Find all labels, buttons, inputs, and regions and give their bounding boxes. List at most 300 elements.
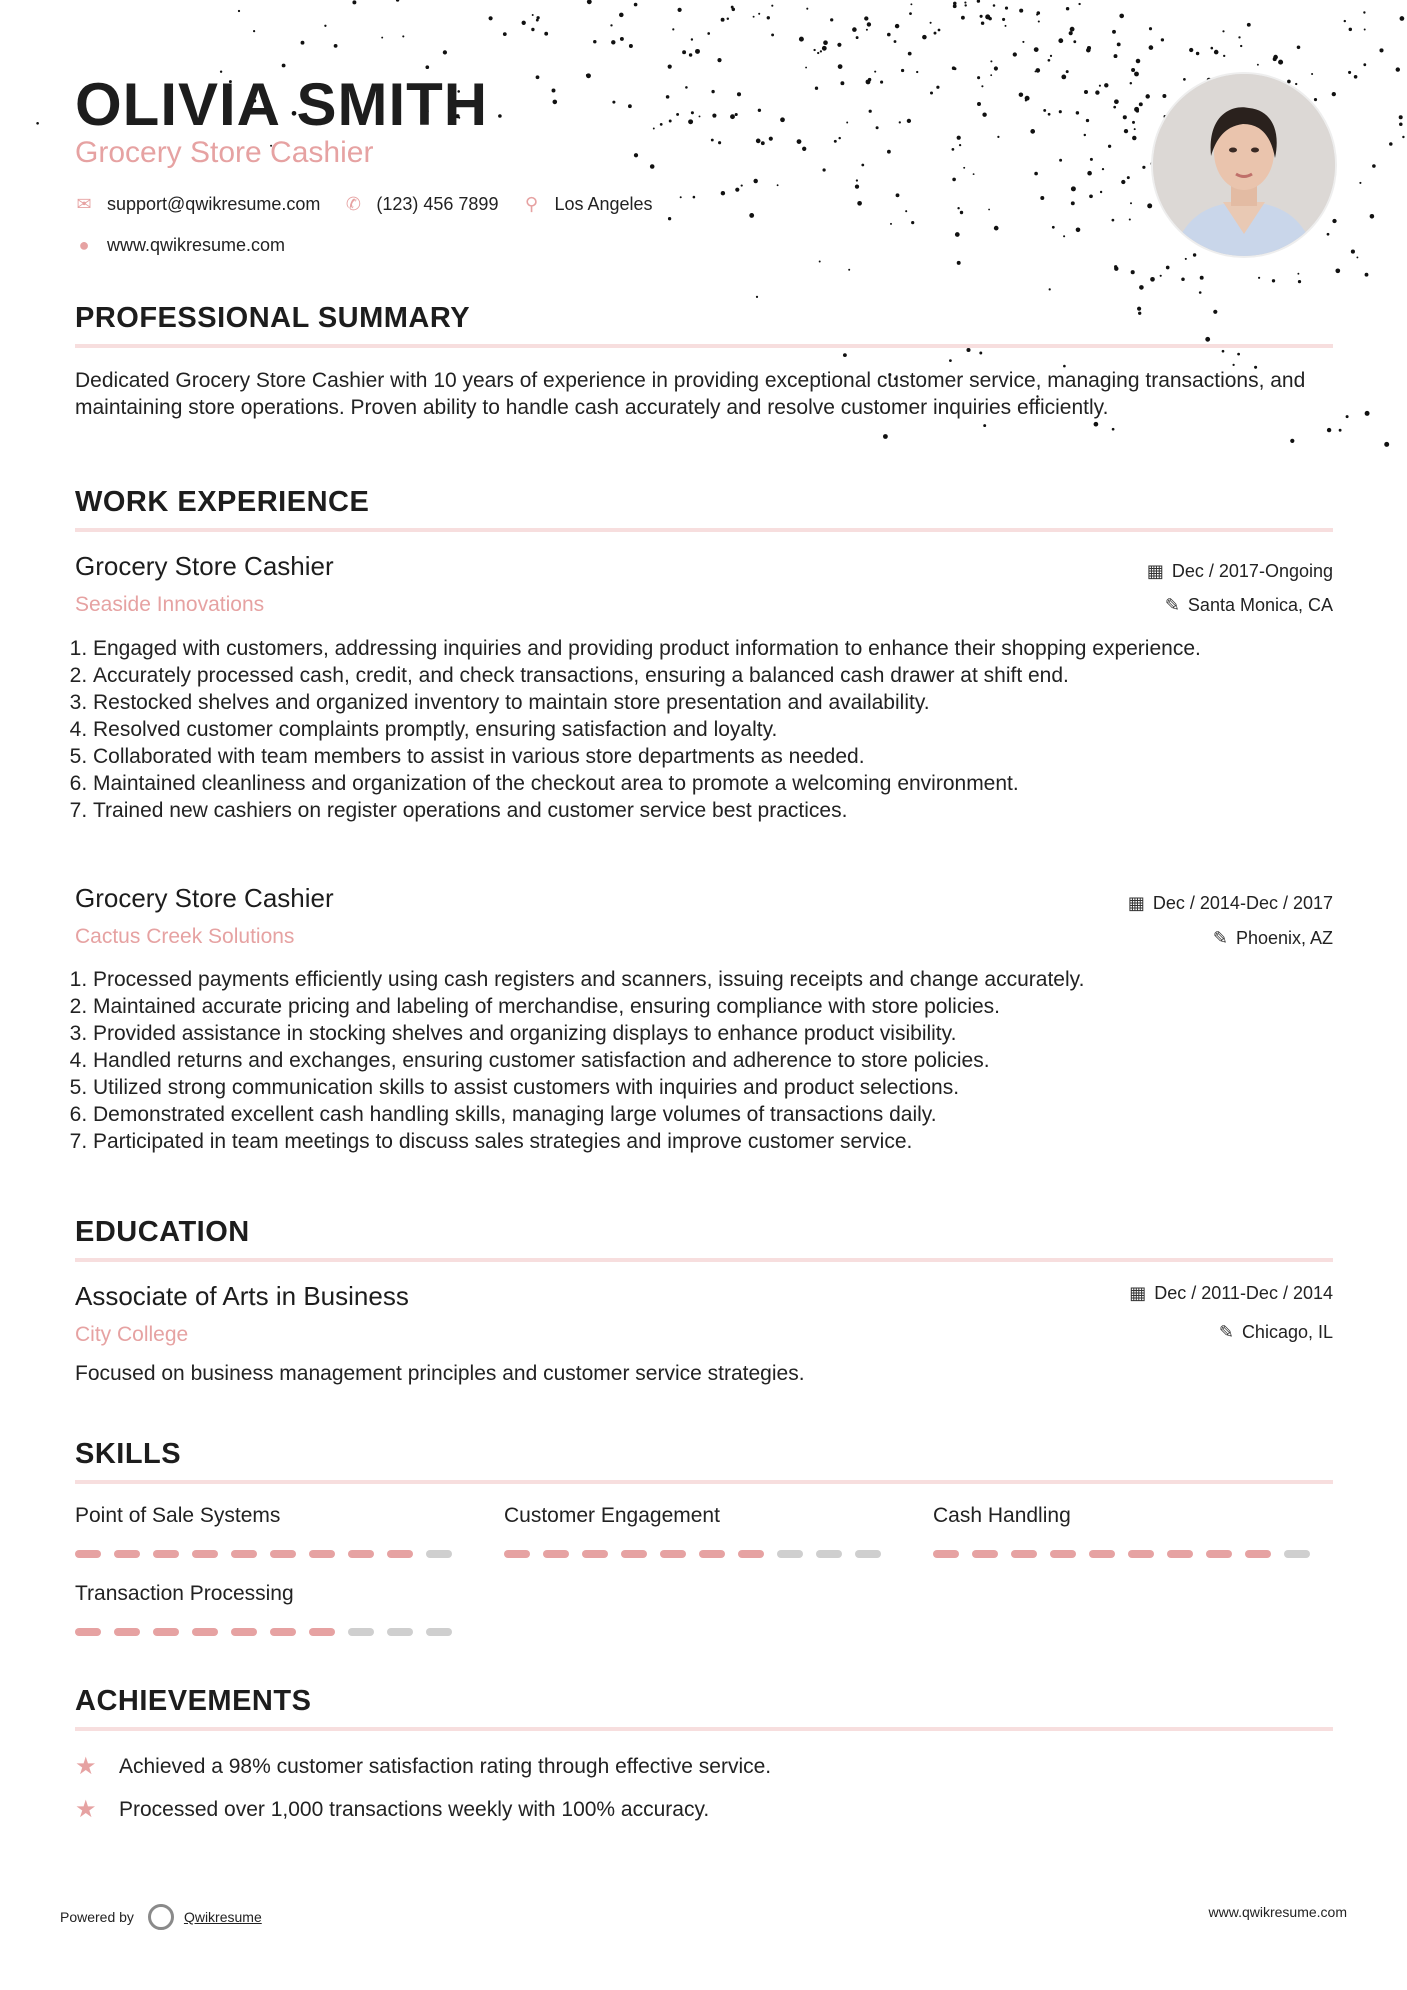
pattern-dot	[1102, 168, 1104, 170]
pattern-dot	[653, 128, 655, 130]
pattern-dot	[1363, 11, 1365, 13]
job-2-location	[1213, 928, 1333, 949]
pattern-dot	[1005, 25, 1007, 27]
phone-text: (123) 456 7899	[376, 194, 499, 214]
pattern-dot	[1059, 110, 1062, 113]
pattern-dot	[1119, 14, 1124, 19]
pattern-dot	[536, 75, 540, 79]
pattern-dot	[857, 201, 862, 206]
education-heading: EDUCATION	[75, 1216, 250, 1248]
pattern-dot	[1298, 280, 1301, 283]
skill-segment	[192, 1550, 218, 1558]
job-1-dates	[1147, 561, 1333, 582]
pattern-dot	[676, 113, 679, 116]
list-item: 3. Restocked shelves and organized inventory to maintain store presentation and availability.	[93, 689, 1351, 716]
pattern-dot	[994, 66, 998, 70]
skill-segment	[153, 1550, 179, 1558]
pattern-dot	[1399, 123, 1403, 127]
contact-row-secondary	[75, 235, 309, 256]
pattern-dot	[938, 29, 941, 32]
skill-segment	[1167, 1550, 1193, 1558]
list-item: 1. Processed payments efficiently using cash registers and scanners, issuing receipts and change accurately.	[93, 966, 1351, 993]
skill-segment	[1011, 1550, 1037, 1558]
achievement-item	[75, 1795, 709, 1824]
pattern-dot	[771, 33, 774, 36]
pattern-dot	[1147, 203, 1152, 208]
pattern-dot	[901, 69, 904, 72]
pattern-dot	[1295, 83, 1297, 85]
job-1-company: Seaside Innovations	[75, 593, 265, 616]
pattern-dot	[1112, 219, 1115, 222]
pattern-dot	[855, 184, 859, 188]
job-2-location-text: Phoenix, AZ	[1235, 928, 1333, 948]
pattern-dot	[817, 52, 819, 54]
experience-divider	[75, 528, 1333, 532]
achievement-item	[75, 1752, 771, 1781]
pattern-dot	[1278, 60, 1283, 65]
skill-segment	[153, 1628, 179, 1636]
candidate-name: OLIVIA SMITH	[75, 71, 489, 138]
pattern-dot	[1112, 428, 1115, 431]
pattern-dot	[352, 0, 356, 4]
list-item: 2. Accurately processed cash, credit, and check transactions, ensuring a balanced cash drawer at shift end.	[93, 662, 1351, 689]
pattern-dot	[949, 359, 952, 362]
education-degree: Associate of Arts in Business	[75, 1281, 409, 1311]
pattern-dot	[1121, 180, 1125, 184]
pattern-dot	[402, 35, 404, 37]
pattern-dot	[861, 164, 864, 167]
pattern-dot	[1200, 276, 1204, 280]
pattern-dot	[1160, 275, 1162, 277]
skill-segment	[270, 1550, 296, 1558]
pattern-dot	[1356, 256, 1358, 258]
skill-segment	[777, 1550, 803, 1558]
skill-segment	[231, 1628, 257, 1636]
pattern-dot	[1162, 94, 1166, 98]
achievements-divider	[75, 1727, 1333, 1731]
pattern-dot	[1040, 196, 1044, 200]
pattern-dot	[1136, 59, 1141, 64]
pattern-dot	[381, 37, 383, 39]
skill-level-bar	[75, 1550, 465, 1558]
pattern-dot	[253, 30, 255, 32]
pattern-dot	[1131, 68, 1135, 72]
pattern-dot	[1138, 312, 1141, 315]
skill-segment	[309, 1550, 335, 1558]
skill-segment	[543, 1550, 569, 1558]
pattern-dot	[489, 16, 493, 20]
pattern-dot	[1117, 42, 1121, 46]
pattern-dot	[553, 100, 558, 105]
pattern-dot	[1019, 92, 1024, 97]
pattern-dot	[905, 210, 907, 212]
pattern-dot	[730, 114, 735, 119]
pattern-dot	[848, 269, 850, 271]
email-text: support@qwikresume.com	[107, 194, 321, 214]
pattern-dot	[680, 196, 682, 198]
achievement-text: Processed over 1,000 transactions weekly with 100% accuracy.	[119, 1797, 710, 1821]
pattern-dot	[1222, 350, 1225, 353]
skill-segment	[114, 1550, 140, 1558]
pattern-dot	[717, 58, 721, 62]
education-divider	[75, 1258, 1333, 1262]
pattern-dot	[1130, 202, 1132, 204]
pattern-dot	[1363, 63, 1366, 66]
pattern-dot	[980, 15, 983, 18]
pattern-dot	[867, 22, 871, 26]
job-2-title: Grocery Store Cashier	[75, 883, 334, 913]
pattern-dot	[1196, 52, 1199, 55]
pattern-dot	[721, 18, 725, 22]
pin-icon: ✎	[1212, 928, 1228, 948]
pattern-dot	[856, 179, 858, 181]
pattern-dot	[1379, 48, 1383, 52]
pattern-dot	[699, 115, 701, 117]
pattern-dot	[1043, 109, 1046, 112]
list-item: 7. Participated in team meetings to discuss sales strategies and improve customer service.	[93, 1128, 1351, 1155]
pattern-dot	[1354, 75, 1358, 79]
pattern-dot	[334, 44, 338, 48]
skill-segment	[621, 1550, 647, 1558]
pattern-dot	[1076, 227, 1081, 232]
pattern-dot	[952, 178, 956, 182]
pattern-dot	[1232, 364, 1234, 366]
pattern-dot	[1211, 47, 1214, 50]
pattern-dot	[1185, 258, 1187, 260]
list-item: 2. Maintained accurate pricing and labeling of merchandise, ensuring compliance with store policies.	[93, 993, 1351, 1020]
pattern-dot	[780, 117, 785, 122]
list-item: 4. Handled returns and exchanges, ensuring customer satisfaction and adherence to store policies.	[93, 1047, 1351, 1074]
pattern-dot	[964, 4, 966, 6]
contact-location	[522, 194, 652, 215]
pattern-dot	[1359, 182, 1361, 184]
skill-level-bar	[933, 1550, 1323, 1558]
pattern-dot	[1066, 70, 1069, 73]
contact-website[interactable]	[75, 235, 285, 256]
website-text: www.qwikresume.com	[107, 235, 286, 255]
pattern-dot	[612, 101, 615, 104]
pattern-dot	[883, 434, 888, 439]
pattern-dot	[820, 50, 822, 52]
pattern-dot	[1066, 7, 1069, 10]
pattern-dot	[1124, 129, 1128, 133]
job-2-dates	[1128, 893, 1333, 914]
pattern-dot	[619, 13, 624, 18]
pattern-dot	[1049, 288, 1051, 290]
pattern-dot	[695, 49, 700, 54]
skill-segment	[75, 1550, 101, 1558]
pattern-dot	[1240, 45, 1242, 47]
pattern-dot	[1069, 31, 1073, 35]
pattern-dot	[957, 207, 959, 209]
pattern-dot	[1351, 250, 1355, 254]
pattern-dot	[908, 52, 912, 56]
skill-segment	[1206, 1550, 1232, 1558]
pattern-dot	[727, 17, 729, 19]
pattern-dot	[1019, 9, 1023, 13]
pattern-dot	[735, 188, 739, 192]
pattern-dot	[1099, 85, 1101, 87]
calendar-icon: ▦	[1146, 561, 1164, 581]
pattern-dot	[1034, 172, 1038, 176]
pattern-dot	[685, 86, 688, 89]
pattern-dot	[587, 0, 592, 4]
pattern-dot	[864, 16, 868, 20]
experience-heading: WORK EXPERIENCE	[75, 486, 370, 518]
pattern-dot	[586, 73, 591, 78]
pattern-dot	[856, 36, 859, 39]
pattern-dot	[876, 126, 879, 129]
pattern-dot	[1149, 27, 1152, 30]
skill-segment	[582, 1550, 608, 1558]
pattern-dot	[1086, 48, 1091, 53]
job-2-dates-text: Dec / 2014-Dec / 2017	[1152, 893, 1333, 913]
pattern-dot	[1048, 59, 1051, 62]
pattern-dot	[666, 95, 670, 99]
pattern-dot	[1114, 54, 1118, 58]
pattern-dot	[721, 191, 725, 195]
pattern-dot	[961, 16, 965, 20]
summary-text: Dedicated Grocery Store Cashier with 10 years of experience in providing exceptional customer service, managing transactions, and maintaining store operations. Proven ability to handle cash accurately and resolve customer inquiries efficiently.	[75, 369, 1306, 419]
pattern-dot	[1290, 439, 1294, 443]
pattern-dot	[1089, 194, 1093, 198]
pattern-dot	[1349, 28, 1352, 31]
pattern-dot	[531, 28, 534, 31]
skill-name: Point of Sale Systems	[75, 1504, 281, 1527]
pattern-dot	[963, 167, 965, 169]
pattern-dot	[1205, 337, 1210, 342]
pattern-dot	[629, 44, 633, 48]
pattern-dot	[1036, 14, 1038, 16]
pattern-dot	[1193, 253, 1196, 256]
pattern-dot	[1348, 71, 1351, 74]
pattern-dot	[813, 49, 815, 51]
pattern-dot	[1035, 71, 1037, 73]
skill-item-1	[504, 1504, 894, 1558]
pattern-dot	[880, 81, 883, 84]
pattern-dot	[1134, 72, 1139, 77]
skill-name: Transaction Processing	[75, 1582, 294, 1605]
pattern-dot	[425, 65, 429, 69]
pattern-dot	[1396, 67, 1400, 71]
summary-divider	[75, 344, 1333, 348]
pattern-dot	[840, 81, 844, 85]
skill-item-2	[933, 1504, 1323, 1558]
pattern-dot	[997, 136, 999, 138]
skill-segment	[504, 1550, 530, 1558]
pattern-dot	[1327, 428, 1331, 432]
pattern-dot	[682, 50, 686, 54]
pattern-dot	[1142, 166, 1145, 169]
pattern-dot	[805, 67, 807, 69]
pattern-dot	[988, 17, 992, 21]
pattern-dot	[895, 24, 899, 28]
pattern-dot	[532, 14, 534, 16]
pattern-dot	[691, 111, 694, 114]
pattern-dot	[823, 40, 828, 45]
qwikresume-logo-icon	[148, 1904, 174, 1930]
pattern-dot	[620, 37, 624, 41]
pattern-dot	[834, 140, 837, 143]
pattern-dot	[1389, 142, 1393, 146]
skill-segment	[1284, 1550, 1310, 1558]
job-1-title: Grocery Store Cashier	[75, 551, 334, 581]
contact-phone[interactable]	[344, 194, 498, 215]
education-dates-text: Dec / 2011-Dec / 2014	[1154, 1283, 1333, 1303]
pattern-dot	[909, 12, 912, 15]
pattern-dot	[1166, 266, 1170, 270]
location-text: Los Angeles	[554, 194, 653, 214]
pattern-dot	[718, 141, 721, 144]
pattern-dot	[981, 85, 983, 87]
pattern-dot	[1127, 176, 1130, 179]
pattern-dot	[1332, 92, 1336, 96]
pattern-dot	[1257, 64, 1259, 66]
pattern-dot	[1130, 82, 1132, 84]
skill-segment	[309, 1628, 335, 1636]
skill-segment	[270, 1628, 296, 1636]
job-1-location	[1165, 595, 1333, 616]
star-icon: ★	[75, 1796, 97, 1823]
skill-segment	[816, 1550, 842, 1558]
pattern-dot	[628, 104, 632, 108]
pattern-dot	[1022, 41, 1024, 43]
pattern-dot	[936, 86, 939, 89]
pattern-dot	[1025, 96, 1030, 101]
pattern-dot	[1005, 7, 1008, 10]
pattern-dot	[979, 352, 982, 355]
pattern-dot	[650, 164, 655, 169]
pattern-dot	[1113, 106, 1116, 109]
contact-email[interactable]	[75, 194, 320, 215]
pattern-dot	[1139, 285, 1144, 290]
pattern-dot	[1402, 136, 1404, 138]
pattern-dot	[887, 33, 891, 37]
pattern-dot	[672, 28, 674, 30]
pattern-dot	[1297, 46, 1301, 50]
list-item: 4. Resolved customer complaints promptly, ensuring satisfaction and loyalty.	[93, 716, 1351, 743]
pattern-dot	[711, 139, 714, 142]
pattern-dot	[910, 3, 912, 5]
pattern-dot	[822, 46, 827, 51]
pattern-dot	[953, 4, 957, 8]
pattern-dot	[668, 217, 671, 220]
pattern-dot	[1129, 218, 1131, 220]
pattern-dot	[1273, 57, 1277, 61]
pattern-dot	[1112, 30, 1116, 34]
pattern-dot	[1076, 111, 1079, 114]
pattern-dot	[693, 196, 696, 199]
pattern-dot	[957, 136, 961, 140]
pattern-dot	[1132, 136, 1136, 140]
skill-segment	[738, 1550, 764, 1558]
pattern-dot	[934, 32, 937, 35]
achievements-heading: ACHIEVEMENTS	[75, 1685, 312, 1717]
skill-segment	[1128, 1550, 1154, 1558]
job-1-dates-text: Dec / 2017-Ongoing	[1171, 561, 1333, 581]
job-1-responsibilities	[75, 635, 1351, 824]
skill-segment	[972, 1550, 998, 1558]
pattern-dot	[1095, 90, 1099, 94]
pattern-dot	[668, 65, 672, 69]
pattern-dot	[1344, 20, 1346, 22]
pattern-dot	[1365, 273, 1369, 277]
mail-icon: ✉	[76, 194, 92, 214]
pattern-dot	[930, 91, 933, 94]
pattern-dot	[1214, 50, 1219, 55]
pattern-dot	[990, 74, 992, 76]
job-2-company: Cactus Creek Solutions	[75, 925, 295, 948]
pattern-dot	[964, 2, 966, 4]
pattern-dot	[1059, 159, 1062, 162]
footer-website[interactable]: www.qwikresume.com	[1208, 1904, 1347, 1920]
brand-link[interactable]: Qwikresume	[183, 1909, 262, 1925]
pattern-dot	[1222, 30, 1224, 32]
pattern-dot	[806, 8, 808, 10]
pattern-dot	[238, 10, 240, 12]
footer-powered-by	[60, 1904, 262, 1930]
pattern-dot	[838, 137, 840, 139]
pattern-dot	[837, 43, 841, 47]
pattern-dot	[1030, 129, 1035, 134]
skill-segment	[1245, 1550, 1271, 1558]
pattern-dot	[868, 78, 871, 81]
pattern-dot	[890, 223, 892, 225]
star-icon: ★	[75, 1753, 97, 1780]
pattern-dot	[1346, 415, 1349, 418]
pattern-dot	[1258, 277, 1260, 279]
pattern-dot	[1183, 78, 1186, 81]
pattern-dot	[753, 179, 757, 183]
candidate-title: Grocery Store Cashier	[75, 136, 374, 169]
education-school: City College	[75, 1323, 189, 1346]
pattern-dot	[1002, 18, 1005, 21]
pattern-dot	[544, 32, 548, 36]
skill-level-bar	[504, 1550, 894, 1558]
pattern-dot	[758, 109, 761, 112]
pattern-dot	[777, 184, 779, 186]
education-description: Focused on business management principles and customer service strategies.	[75, 1362, 805, 1385]
pattern-dot	[960, 211, 963, 214]
pattern-dot	[887, 150, 891, 154]
pattern-dot	[552, 89, 556, 93]
pattern-dot	[1149, 45, 1154, 50]
pattern-dot	[1038, 20, 1040, 22]
calendar-icon: ▦	[1127, 893, 1145, 913]
pattern-dot	[396, 0, 399, 2]
pattern-dot	[1123, 115, 1127, 119]
pattern-dot	[981, 21, 984, 24]
pattern-dot	[1161, 38, 1164, 41]
pattern-dot	[767, 16, 770, 19]
pattern-dot	[1131, 270, 1135, 274]
summary-heading: PROFESSIONAL SUMMARY	[75, 302, 471, 334]
pattern-dot	[669, 120, 672, 123]
skill-segment	[192, 1628, 218, 1636]
pattern-dot	[830, 18, 833, 21]
pattern-dot	[907, 119, 911, 123]
skill-segment	[387, 1550, 413, 1558]
skills-divider	[75, 1480, 1333, 1484]
pattern-dot	[634, 3, 638, 7]
pattern-dot	[707, 32, 710, 35]
pattern-dot	[1223, 55, 1225, 57]
skill-item-0	[75, 1504, 465, 1558]
pattern-dot	[769, 137, 773, 141]
pattern-dot	[838, 64, 843, 69]
pattern-dot	[1370, 214, 1375, 219]
pattern-dot	[1335, 268, 1340, 273]
